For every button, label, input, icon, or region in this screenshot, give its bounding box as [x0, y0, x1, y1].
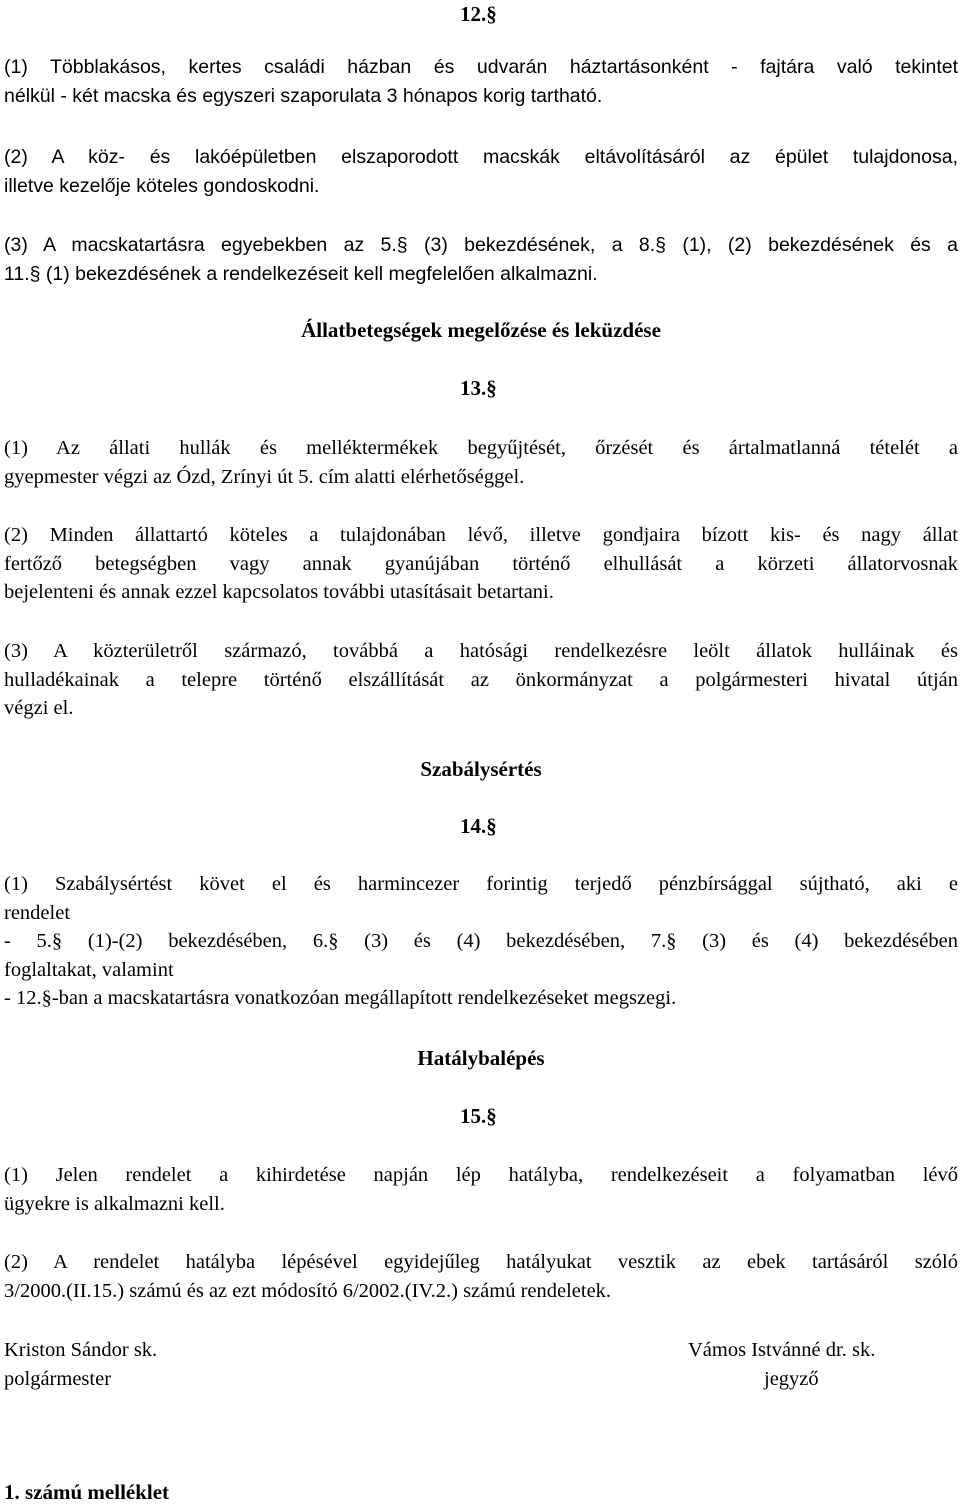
text-line: (1) Jelen rendelet a kihirdetése napján lép hatályba, rendelkezéseit a folyamatban lévő — [4, 1164, 958, 1186]
paragraph-12-3 — [4, 231, 958, 288]
paragraph-14-1 — [4, 870, 958, 1013]
signature-name: Kriston Sándor sk. — [4, 1339, 158, 1361]
text-line: gyepmester végzi az Ózd, Zrínyi út 5. cím alatti elérhetőséggel. — [4, 465, 525, 488]
signature-name: Vámos Istvánné dr. sk. — [688, 1339, 876, 1361]
paragraph-13-1 — [4, 434, 958, 491]
paragraph-15-1 — [4, 1161, 958, 1218]
paragraph-13-3 — [4, 637, 958, 723]
text-line: végzi el. — [4, 697, 74, 719]
text-line: (1) Szabálysértést követ el és harmincezer forintig terjedő pénzbírsággal sújtható, aki e — [4, 873, 958, 895]
text-line: foglaltakat, valamint — [4, 958, 174, 981]
annex-title: 1. számú melléklet — [4, 1480, 170, 1504]
signature-title: polgármester — [4, 1367, 112, 1390]
signature-mayor — [4, 1336, 157, 1393]
heading-allatbetegsegek: Állatbetegségek megelőzése és leküzdése — [301, 318, 661, 342]
text-line: (2) A rendelet hatályba lépésével egyidejűleg hatályukat vesztik az ebek tartásáról szóló — [4, 1251, 958, 1273]
paragraph-15-2 — [4, 1248, 958, 1305]
text-line: - 5.§ (1)-(2) bekezdésében, 6.§ (3) és (4) bekezdésében, 7.§ (3) és (4) bekezdésében — [4, 930, 958, 952]
text-line: nélkül - két macska és egyszeri szaporulata 3 hónapos korig tartható. — [4, 84, 603, 107]
section-number-15: 15.§ — [460, 1104, 497, 1128]
text-line: rendelet — [4, 901, 71, 924]
text-line: (3) A közterületről származó, továbbá a hatósági rendelkezésre leölt állatok hulláinak és — [4, 640, 958, 662]
section-number-14: 14.§ — [460, 814, 497, 838]
text-line: 11.§ (1) bekezdésének a rendelkezéseit kell megfelelően alkalmazni. — [4, 262, 598, 285]
text-line: (1) Többlakásos, kertes családi házban és udvarán háztartásonként - fajtára való tekintet — [4, 56, 958, 78]
text-line: bejelenteni és annak ezzel kapcsolatos további utasításait betartani. — [4, 581, 554, 603]
text-line: (2) Minden állattartó köteles a tulajdonában lévő, illetve gondjaira bízott kis- és nagy állat — [4, 524, 958, 546]
text-line: fertőző betegségben vagy annak gyanújában történő elhullását a körzeti állatorvosnak — [4, 552, 958, 575]
text-line: 3/2000.(II.15.) számú és az ezt módosító 6/2002.(IV.2.) számú rendeletek. — [4, 1279, 612, 1302]
signature-title: jegyző — [764, 1367, 819, 1390]
text-line: (3) A macskatartásra egyebekben az 5.§ (3) bekezdésének, a 8.§ (1), (2) bekezdésének és a — [4, 234, 958, 256]
text-line: (2) A köz- és lakóépületben elszaporodott macskák eltávolításáról az épület tulajdonosa, — [4, 146, 958, 168]
text-line: hulladékainak a telepre történő elszállítását az önkormányzat a polgármesteri hivatal útján — [4, 668, 958, 691]
text-line: illetve kezelője köteles gondoskodni. — [4, 174, 320, 197]
text-line: - 12.§-ban a macskatartásra vonatkozóan megállapított rendelkezéseket megszegi. — [4, 987, 677, 1009]
text-line: ügyekre is alkalmazni kell. — [4, 1192, 225, 1215]
text-line: (1) Az állati hullák és melléktermékek begyűjtését, őrzését és ártalmatlanná tételét a — [4, 437, 958, 459]
paragraph-13-2 — [4, 521, 958, 607]
section-number-12: 12.§ — [460, 2, 497, 26]
paragraph-12-1 — [4, 53, 958, 110]
section-number-13: 13.§ — [460, 376, 497, 400]
heading-hatalybalepes: Hatálybalépés — [417, 1046, 545, 1070]
paragraph-12-2 — [4, 143, 958, 200]
signature-notary — [688, 1336, 875, 1393]
heading-szabalysertes: Szabálysértés — [420, 757, 542, 781]
